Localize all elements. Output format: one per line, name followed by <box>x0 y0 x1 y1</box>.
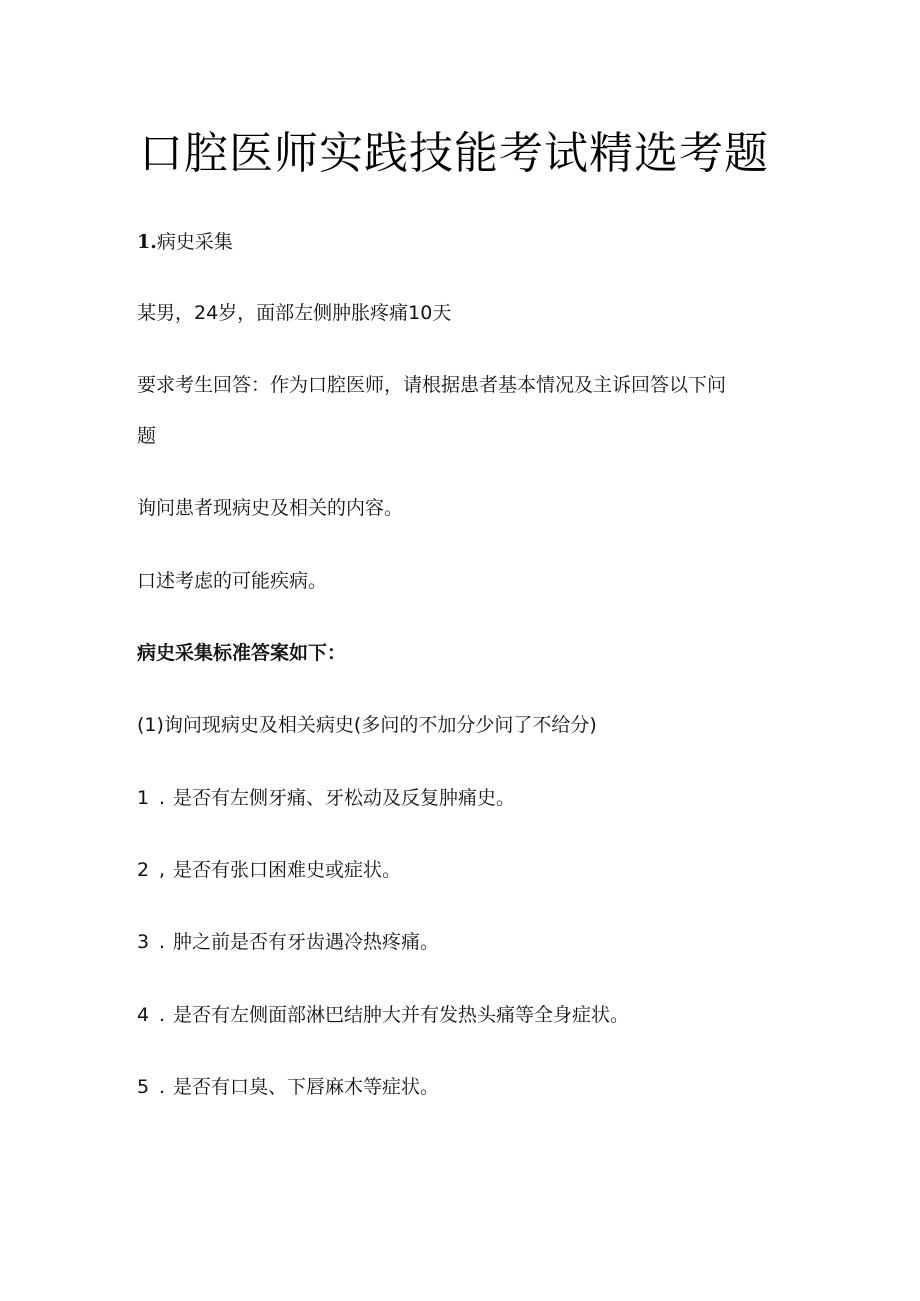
requirement-text-line-2: 题 <box>137 425 157 447</box>
list-item-punct: . <box>159 1004 166 1026</box>
list-item-number: 2 <box>137 859 150 881</box>
section-heading <box>137 228 233 256</box>
list-item-number: 4 <box>137 1004 150 1026</box>
task-diagnosis: 口述考虑的可能疾病。 <box>137 570 328 592</box>
list-item-number: 3 <box>137 931 150 953</box>
list-item <box>137 784 515 812</box>
list-item <box>137 1073 439 1101</box>
list-item-number: 5 <box>137 1076 150 1098</box>
section-title: 病史采集 <box>156 231 233 253</box>
list-item <box>137 928 439 956</box>
requirement-text-line-1: 要求考生回答：作为口腔医师，请根据患者基本情况及主诉回答以下问 <box>137 374 727 396</box>
section-number: 1. <box>137 231 157 253</box>
list-item-text: 是否有口臭、下唇麻木等症状。 <box>173 1076 440 1098</box>
document-title: 口腔医师实践技能考试精选考题 <box>139 128 769 179</box>
list-item-text: 肿之前是否有牙齿遇冷热疼痛。 <box>173 931 440 953</box>
list-item-punct: . <box>159 1076 166 1098</box>
list-item-punct: . <box>159 931 166 953</box>
case-description: 某男，24岁，面部左侧肿胀疼痛10天 <box>137 302 452 324</box>
list-item-text: 是否有左侧面部淋巴结肿大并有发热头痛等全身症状。 <box>173 1004 630 1026</box>
list-item-number: 1 <box>137 787 150 809</box>
list-item-text: 是否有张口困难史或症状。 <box>173 859 402 881</box>
list-item-text: 是否有左侧牙痛、牙松动及反复肿痛史。 <box>173 787 516 809</box>
answer-heading: 病史采集标准答案如下： <box>137 642 347 664</box>
list-item-punct: , <box>159 859 166 881</box>
list-item-punct: . <box>159 787 166 809</box>
list-item <box>137 1001 629 1029</box>
list-item <box>137 856 401 884</box>
task-history: 询问患者现病史及相关的内容。 <box>137 497 404 519</box>
answer-subheading: (1)询问现病史及相关病史(多问的不加分少问了不给分) <box>137 714 597 736</box>
